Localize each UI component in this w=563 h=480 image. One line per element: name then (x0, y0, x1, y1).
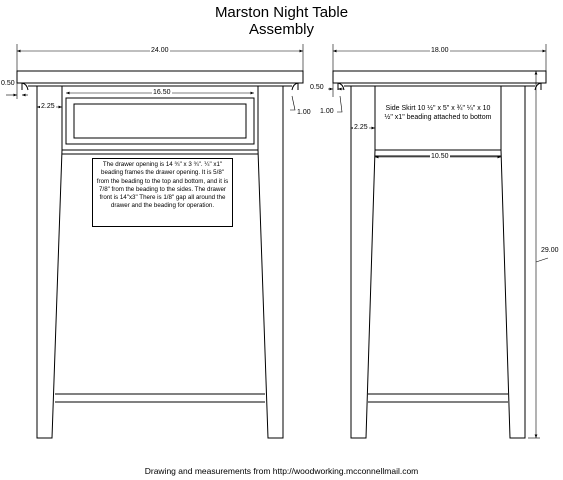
drawer-note: The drawer opening is 14 ¾" x 3 ¾". ¼" x1" beading frames the drawer opening. It is 5/8" from the beading to the top and bottom, and it is 7/8" from the beading to the sides. The drawer front is 14"x3" There is 1/8" gap all around the drawer and the beading for operation. (92, 158, 233, 227)
front-drawer (74, 104, 246, 138)
front-top-thickness-dim: 1.00 (297, 109, 311, 116)
title-line-1: Marston Night Table (214, 4, 349, 21)
side-left-leg (351, 86, 375, 438)
side-right-leg (501, 86, 525, 438)
front-right-leg (258, 86, 283, 438)
side-tabletop (333, 71, 546, 83)
title-line-2: Assembly (248, 21, 315, 38)
front-overhang-dim: 0.50 (1, 80, 15, 87)
footer-credit: Drawing and measurements from http://woodworking.mcconnellmail.com (144, 466, 419, 476)
side-overhang-dim: 0.50 (310, 84, 324, 91)
front-drawer-width-dim: 16.50 (153, 89, 171, 96)
skirt-note: Side Skirt 10 ½" x 5" x ¾" ¼" x 10 ½" x1" beading attached to bottom (384, 105, 492, 121)
front-drawer-frame (66, 98, 254, 144)
side-height-dim: 29.00 (541, 247, 559, 254)
front-leg-offset-dim: 2.25 (41, 103, 55, 110)
side-top-thickness-dim: 1.00 (320, 108, 334, 115)
side-depth-dim: 18.00 (431, 47, 449, 54)
side-skirt-width-dim: 10.50 (431, 153, 449, 160)
front-left-leg (37, 86, 62, 438)
front-width-dim: 24.00 (151, 47, 169, 54)
front-tabletop (17, 71, 303, 83)
side-leg-offset-dim: 2.25 (354, 124, 368, 131)
